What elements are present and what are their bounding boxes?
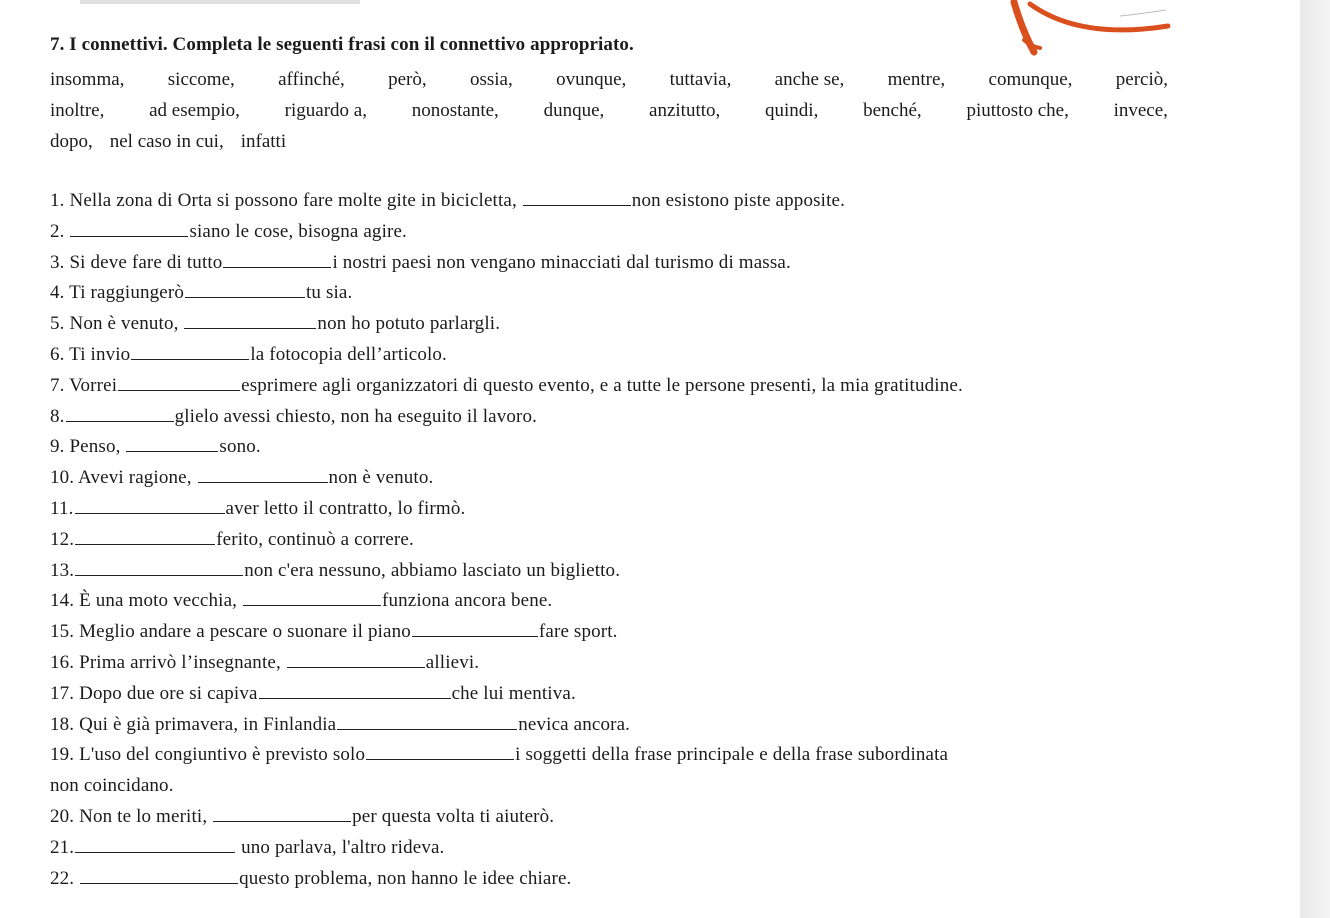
sentence-item xyxy=(50,833,1210,864)
sentence-end: esprimere agli organizzatori di questo evento, e a tutte le persone presenti, la mia gratitudine. xyxy=(241,374,963,396)
fill-in-blank[interactable] xyxy=(223,251,331,268)
sentence-item xyxy=(50,802,1210,833)
sentence-item xyxy=(50,710,1210,741)
sentence-end: aver letto il contratto, lo firmò. xyxy=(225,497,466,519)
sentence-item xyxy=(50,248,1210,279)
word-bank xyxy=(50,64,1168,157)
fill-in-blank[interactable] xyxy=(523,189,631,206)
fill-in-blank[interactable] xyxy=(70,220,188,237)
sentence-item xyxy=(50,432,1210,463)
sentence-item xyxy=(50,525,1210,556)
sentence-end: per questa volta ti aiuterò. xyxy=(352,805,555,827)
sentence-item xyxy=(50,617,1210,648)
connective-word: anzitutto, xyxy=(649,100,721,121)
sentence-end: allievi. xyxy=(425,651,480,673)
sentence-start: 16. Prima arrivò l’insegnante, xyxy=(50,651,286,673)
top-edge-line xyxy=(80,0,360,4)
sentence-end: che lui mentiva. xyxy=(451,682,576,704)
sentence-end: siano le cose, bisogna agire. xyxy=(189,220,407,242)
sentence-item xyxy=(50,556,1210,587)
fill-in-blank[interactable] xyxy=(287,651,425,668)
sentence-end: i soggetti della frase principale e della frase subordinata xyxy=(515,744,949,766)
sentence-start: 2. xyxy=(50,220,70,242)
connective-word: quindi, xyxy=(765,100,819,121)
fill-in-blank[interactable] xyxy=(75,528,215,545)
sentence-end: non c'era nessuno, abbiamo lasciato un biglietto. xyxy=(244,559,621,581)
sentence-start: 19. L'uso del congiuntivo è previsto solo xyxy=(50,744,366,766)
sentence-end: glielo avessi chiesto, non ha eseguito il lavoro. xyxy=(174,405,538,427)
sentence-start: 20. Non te lo meriti, xyxy=(50,805,213,827)
connective-word: ad esempio, xyxy=(149,100,240,121)
connective-word: riguardo a, xyxy=(284,100,367,121)
fill-in-blank[interactable] xyxy=(259,682,451,699)
sentence-start: 13. xyxy=(50,559,75,581)
sentence-end: fare sport. xyxy=(538,621,618,643)
fill-in-blank[interactable] xyxy=(366,743,514,760)
connective-word: piuttosto che, xyxy=(966,100,1069,121)
sentence-start: 15. Meglio andare a pescare o suonare il piano xyxy=(50,621,411,643)
sentence-end: i nostri paesi non vengano minacciati dal turismo di massa. xyxy=(332,251,791,273)
sentence-item xyxy=(50,371,1210,402)
word-bank-line-3 xyxy=(50,126,1168,157)
sentence-start: 21. xyxy=(50,836,75,858)
sentence-end: nevica ancora. xyxy=(518,713,631,735)
sentence-item xyxy=(50,494,1210,525)
sentence-item xyxy=(50,278,1210,309)
fill-in-blank[interactable] xyxy=(337,713,517,730)
sentence-end: questo problema, non hanno le idee chiare. xyxy=(239,867,572,889)
fill-in-blank[interactable] xyxy=(118,374,240,391)
fill-in-blank[interactable] xyxy=(185,281,305,298)
sentence-start: 7. Vorrei xyxy=(50,374,118,396)
connective-word: siccome, xyxy=(167,69,235,90)
sentence-end: uno parlava, l'altro rideva. xyxy=(236,836,445,858)
fill-in-blank[interactable] xyxy=(66,405,174,422)
sentence-start: 11. xyxy=(50,497,74,519)
sentence-start: 14. È una moto vecchia, xyxy=(50,590,242,612)
sentence-item xyxy=(50,309,1210,340)
sentence-end: ferito, continuò a correre. xyxy=(216,528,414,550)
sentence-start: 18. Qui è già primavera, in Finlandia xyxy=(50,713,337,735)
sentence-start: 4. Ti raggiungerò xyxy=(50,282,184,304)
fill-in-blank[interactable] xyxy=(75,559,243,576)
sentence-item xyxy=(50,186,1210,217)
sentence-end: non ho potuto parlargli. xyxy=(317,313,501,335)
sentence-item xyxy=(50,402,1210,433)
word-bank-line-2 xyxy=(50,95,1168,126)
fill-in-blank[interactable] xyxy=(126,435,218,452)
sentence-start: 17. Dopo due ore si capiva xyxy=(50,682,258,704)
sentence-start: 3. Si deve fare di tutto xyxy=(50,251,223,273)
fill-in-blank[interactable] xyxy=(131,343,249,360)
connective-word: perciò, xyxy=(1115,69,1168,90)
sentence-end: tu sia. xyxy=(305,282,353,304)
sentence-item xyxy=(50,340,1210,371)
connective-word: nel caso in cui, xyxy=(109,131,224,152)
sentence-start: 12. xyxy=(50,528,75,550)
page-edge-shadow xyxy=(1300,0,1330,918)
sentence-start: non coincidano. xyxy=(50,775,174,797)
connective-word: tuttavia, xyxy=(669,69,732,90)
fill-in-blank[interactable] xyxy=(75,497,225,514)
fill-in-blank[interactable] xyxy=(80,867,238,884)
sentence-start: 9. Penso, xyxy=(50,436,126,458)
fill-in-blank[interactable] xyxy=(75,836,235,853)
sentence-start: 5. Non è venuto, xyxy=(50,313,184,335)
connective-word: benché, xyxy=(863,100,922,121)
word-bank-line-1 xyxy=(50,64,1168,95)
sentence-start: 1. Nella zona di Orta si possono fare molte gite in bicicletta, xyxy=(50,190,522,211)
sentence-end: funziona ancora bene. xyxy=(381,590,553,612)
sentence-end: sono. xyxy=(219,436,261,458)
connective-word: però, xyxy=(388,69,427,90)
fill-in-blank[interactable] xyxy=(213,805,351,822)
sentence-start: 8. xyxy=(50,405,65,427)
sentence-start: 6. Ti invio xyxy=(50,343,131,365)
sentence-item xyxy=(50,771,1210,802)
sentence-item xyxy=(50,864,1210,895)
connective-word: nonostante, xyxy=(411,100,499,121)
connective-word: dopo, xyxy=(50,131,93,152)
connective-word: mentre, xyxy=(887,69,946,90)
connective-word: affinché, xyxy=(278,69,345,90)
sentence-end: non esistono piste apposite. xyxy=(631,190,845,211)
exercise-heading: 7. I connettivi. Completa le seguenti frasi con il connettivo appropriato. xyxy=(50,34,634,55)
sentence-item xyxy=(50,740,1210,771)
connective-word: dunque, xyxy=(543,100,605,121)
fill-in-blank[interactable] xyxy=(243,589,381,606)
fill-in-blank[interactable] xyxy=(184,312,316,329)
orange-brush-decoration xyxy=(1000,0,1180,60)
sentence-item xyxy=(50,648,1210,679)
fill-in-blank[interactable] xyxy=(198,466,328,483)
sentence-end: la fotocopia dell’articolo. xyxy=(250,343,447,365)
connective-word: ovunque, xyxy=(556,69,627,90)
connective-word: insomma, xyxy=(50,69,125,90)
sentence-item xyxy=(50,586,1210,617)
fill-in-blank[interactable] xyxy=(412,620,538,637)
exercise-items xyxy=(50,186,1210,894)
sentence-item xyxy=(50,679,1210,710)
connective-word: comunque, xyxy=(988,69,1073,90)
sentence-item xyxy=(50,463,1210,494)
sentence-end: non è venuto. xyxy=(328,467,434,489)
connective-word: inoltre, xyxy=(50,100,105,121)
sentence-start: 10. Avevi ragione, xyxy=(50,467,197,489)
connective-word: invece, xyxy=(1113,100,1168,121)
connective-word: ossia, xyxy=(469,69,513,90)
connective-word: anche se, xyxy=(774,69,845,90)
sentence-start: 22. xyxy=(50,867,80,889)
sentence-item xyxy=(50,217,1210,248)
connective-word: infatti xyxy=(240,131,287,152)
